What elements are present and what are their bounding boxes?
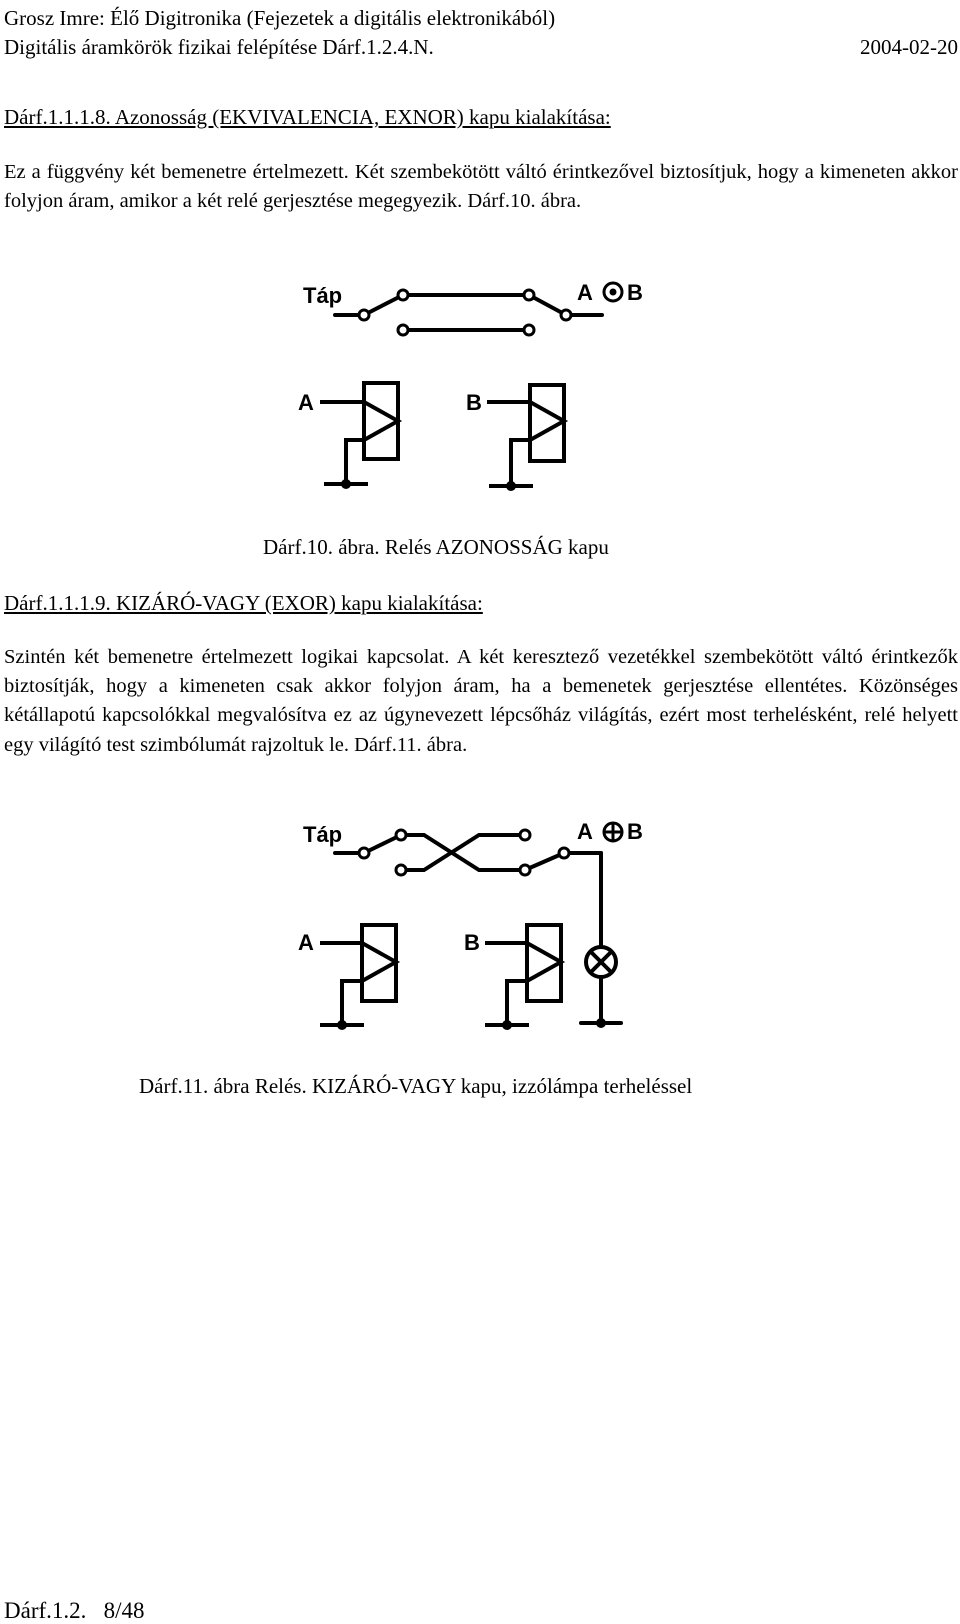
figure-10-caption: Dárf.10. ábra. Relés AZONOSSÁG kapu (263, 535, 609, 559)
fig11-label-output-b: B (627, 819, 643, 844)
fig11-label-tap: Táp (303, 822, 343, 847)
lamp-icon (586, 947, 616, 977)
section-8-paragraph: Ez a függvény két bemenetre értelmezett. Két szembekötött váltó érintkezővel biztosítjuk, hogy a kimeneten akkor folyjon áram, amikor a két relé gerjesztése megegyezik. Dárf.10. ábra. (4, 161, 958, 213)
header-chapter: Digitális áramkörök fizikai felépítése Dárf.1.2.4.N. (4, 35, 434, 59)
fig11-relay-b-label: B (464, 930, 480, 955)
header-date: 2004-02-20 (860, 35, 958, 59)
section-9-heading: Dárf.1.1.1.9. KIZÁRÓ-VAGY (EXOR) kapu kialakítása: (4, 591, 483, 615)
fig10-label-output-b: B (627, 280, 643, 305)
circle-plus-icon (604, 823, 622, 841)
relay-a-symbol (298, 925, 396, 1030)
fig11-label-output-a: A (577, 819, 593, 844)
figure-11-circuit (0, 810, 960, 1050)
circle-dot-icon (604, 283, 622, 301)
fig10-label-tap: Táp (303, 283, 343, 308)
relay-b-symbol (464, 925, 561, 1030)
figure-10-circuit (0, 270, 960, 500)
page-footer: Dárf.1.2. 8/48 (4, 1598, 145, 1623)
section-8-heading: Dárf.1.1.1.8. Azonosság (EKVIVALENCIA, EXNOR) kapu kialakítása: (4, 105, 611, 129)
fig10-relay-a-label: A (298, 390, 314, 415)
relay-a-symbol (298, 383, 398, 489)
fig10-relay-b-label: B (466, 390, 482, 415)
figure-11-caption: Dárf.11. ábra Relés. KIZÁRÓ-VAGY kapu, izzólámpa terheléssel (139, 1074, 693, 1098)
section-9-paragraph: Szintén két bemenetre értelmezett logikai kapcsolat. A két keresztező vezetékkel szembekötött váltó érintkezők biztosítják, hogy a kimeneten csak akkor folyjon áram, ha a bemenetek gerjesztése ellentétes. Közönséges kétállapotú kapcsolókkal megvalósítva ez az úgynevezett lépcsőház világítás, ezért most terhelésként, relé helyett egy világító test szimbólumát rajzoltuk le. Dárf.11. ábra. (4, 646, 958, 756)
header-title: Grosz Imre: Élő Digitronika (Fejezetek a digitális elektronikából) (4, 6, 556, 30)
fig11-relay-a-label: A (298, 930, 314, 955)
fig10-label-output-a: A (577, 280, 593, 305)
header-subtitle (4, 35, 958, 59)
relay-b-symbol (466, 385, 564, 491)
